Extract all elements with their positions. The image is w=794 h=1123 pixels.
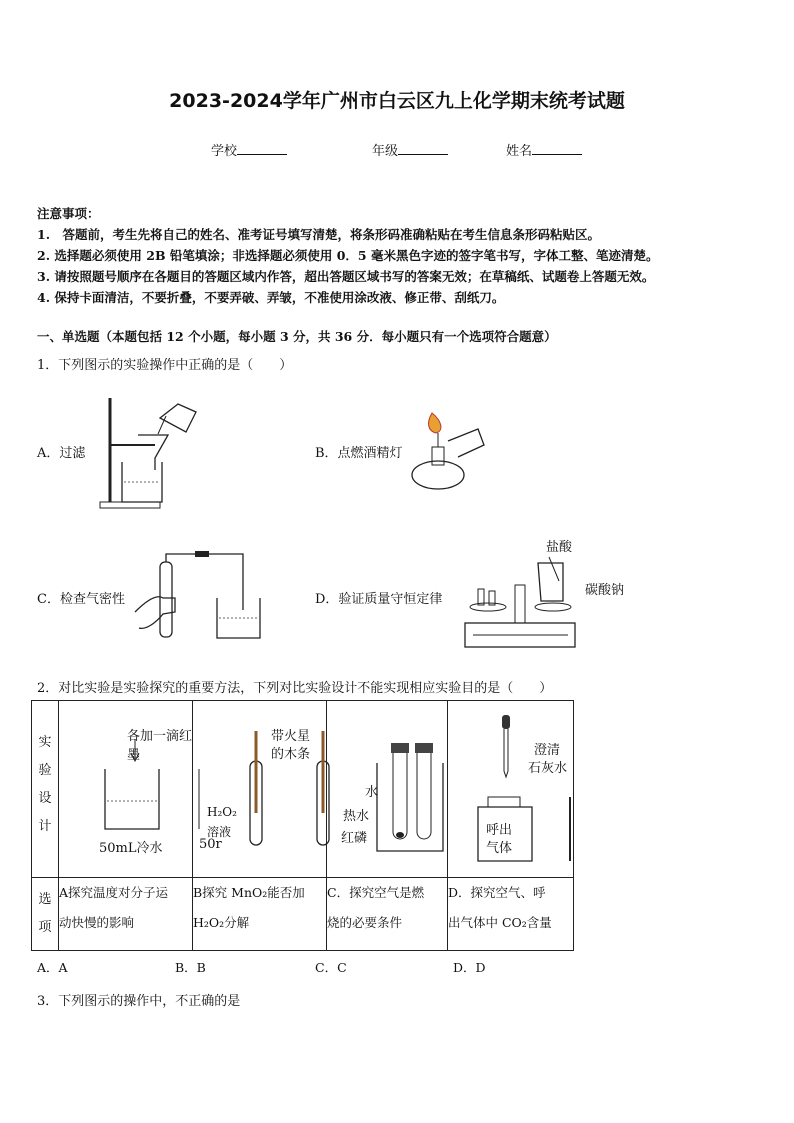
- note-item: 1. 答题前，考生先将自己的姓名、准考证号填写清楚，将条形码准确粘贴在考生信息条形码粘贴区。: [37, 227, 601, 242]
- q2-answer-d: D．D: [453, 960, 486, 975]
- note-item: 3. 请按照题号顺序在各题目的答题区域内作答，超出答题区域书写的答案无效；在草稿纸、试题卷上答题无效。: [37, 269, 655, 284]
- fig-d-lime: 澄清: [534, 743, 561, 758]
- test-tube-figure: [193, 701, 326, 878]
- notes-heading: 注意事项：: [37, 206, 100, 221]
- row-header-option: 选 项: [32, 878, 59, 951]
- fig-a-hot: 50r: [199, 837, 222, 852]
- fig-d-exhaled: 气体: [486, 841, 513, 856]
- alcohol-lamp-figure: [408, 405, 498, 495]
- note-item: 4. 保持卡面清洁，不要折叠，不要弄破、弄皱，不准使用涂改液、修正带、刮纸刀。: [37, 290, 505, 305]
- na2co3-label: 碳酸钠: [585, 583, 625, 598]
- q1-option-b: B．点燃酒精灯: [315, 446, 403, 461]
- q1-option-c: C．检查气密性: [37, 592, 125, 607]
- q2-answer-c: C．C: [315, 960, 347, 975]
- question-2-stem: 2．对比实验是实验探究的重要方法，下列对比实验设计不能实现相应实验目的是（ ）: [37, 681, 553, 696]
- option-cell-b: B探究 MnO₂能否加 H₂O₂分解: [193, 878, 327, 951]
- gas-bottle-figure: [448, 701, 573, 878]
- q1-option-a: A．过滤: [37, 446, 86, 461]
- design-cell-d: [448, 701, 574, 878]
- fig-c-water: 水: [365, 785, 379, 800]
- fig-d-lime: 石灰水: [528, 761, 568, 776]
- filtration-figure: [100, 390, 210, 515]
- school-field: 学校: [211, 140, 287, 159]
- fig-b-sol: 溶液: [207, 825, 232, 839]
- fig-b-h2o2: H₂O₂: [207, 805, 237, 819]
- school-blank: [237, 142, 287, 155]
- option-cell-d: D．探究空气、呼 出气体中 CO₂含量: [448, 878, 574, 951]
- experiment-table: [31, 700, 574, 951]
- section-heading: 一、单选题（本题包括 12 个小题，每小题 3 分，共 36 分．每小题只有一个选项符合题意）: [37, 329, 557, 344]
- grade-blank: [398, 142, 448, 155]
- fig-b-label: 带火星: [271, 729, 311, 744]
- q1-option-d: D．验证质量守恒定律: [315, 592, 443, 607]
- page-title: 2023-2024学年广州市白云区九上化学期末统考试题: [169, 90, 625, 112]
- fig-b-label: 的木条: [271, 747, 311, 762]
- question-1-stem: 1．下列图示的实验操作中正确的是（ ）: [37, 358, 293, 373]
- option-cell-a: A探究温度对分子运 动快慢的影响: [59, 878, 193, 951]
- design-cell-c: [327, 701, 448, 878]
- question-3-stem: 3．下列图示的操作中，不正确的是: [37, 994, 241, 1009]
- fig-a-label: 各加一滴红墨: [127, 729, 193, 763]
- hcl-label: 盐酸: [546, 540, 573, 555]
- name-field: 姓名: [506, 140, 582, 159]
- grade-field: 年级: [372, 140, 448, 159]
- design-cell-b: [193, 701, 327, 878]
- balance-figure: [463, 555, 578, 653]
- q2-answer-b: B．B: [175, 960, 206, 975]
- fig-c-hot: 热水: [343, 809, 370, 824]
- notes-block: [37, 203, 658, 308]
- note-item: 2. 选择题必须使用 2B 铅笔填涂；非选择题必须使用 0．5 毫米黑色字迹的签字笔书写，字体工整、笔迹清楚。: [37, 248, 659, 263]
- combustion-figure: [327, 701, 447, 878]
- option-cell-c: C．探究空气是燃 烧的必要条件: [327, 878, 448, 951]
- fig-a-cold: 50mL冷水: [99, 841, 163, 856]
- fig-c-p: 红磷: [341, 831, 368, 846]
- row-header-design: 实 验 设 计: [32, 701, 59, 878]
- q2-answer-a: A．A: [37, 960, 68, 975]
- airtightness-figure: [135, 550, 265, 645]
- fig-d-exhaled: 呼出: [486, 823, 513, 838]
- name-blank: [532, 142, 582, 155]
